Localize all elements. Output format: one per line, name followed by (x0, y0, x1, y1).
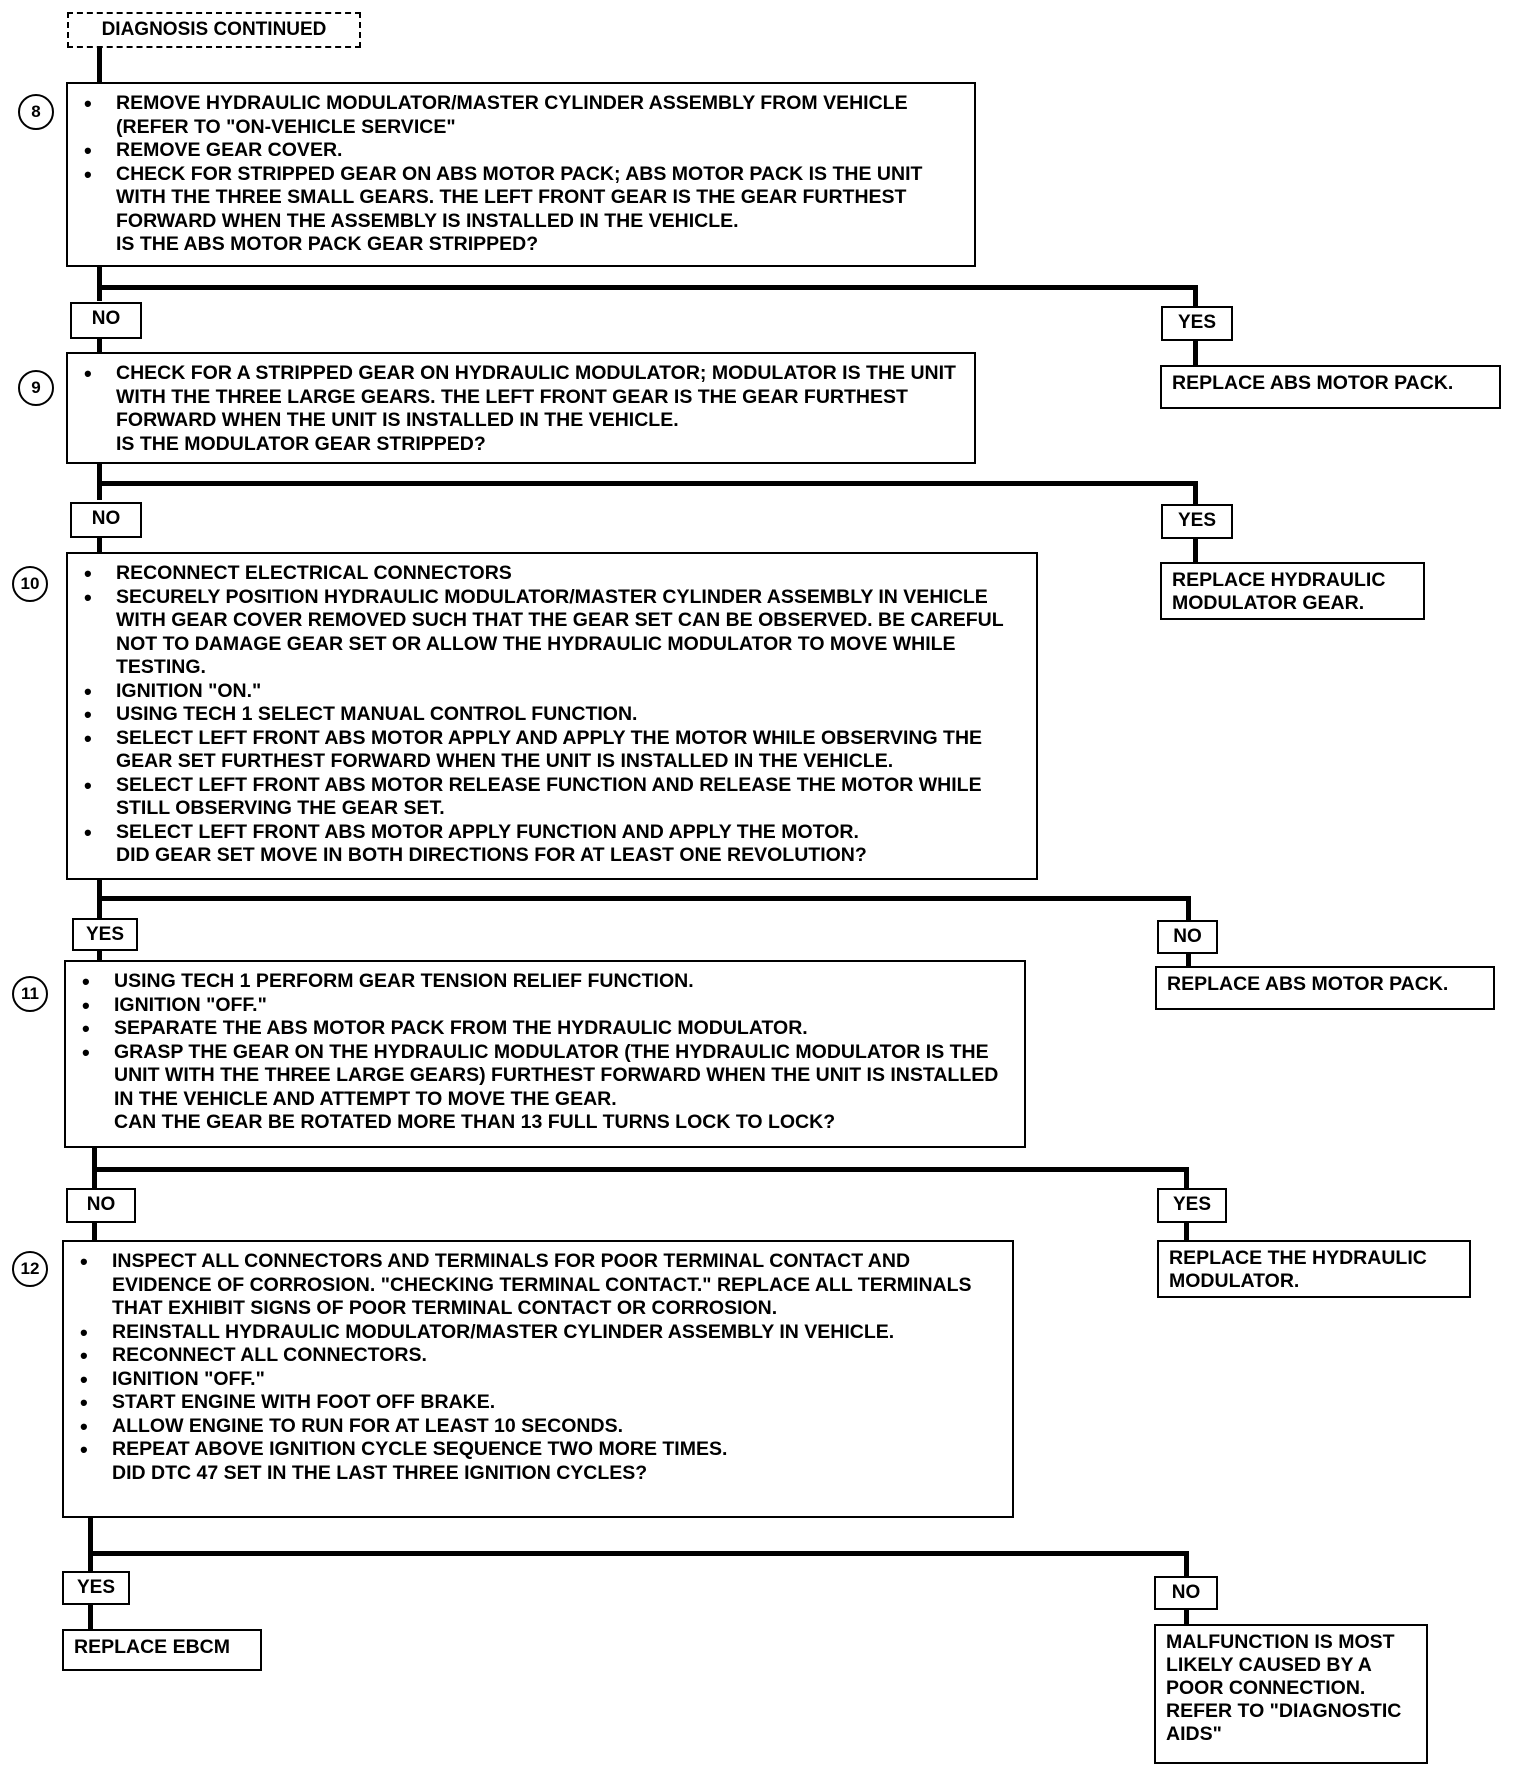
connector (97, 285, 1197, 290)
step-number: 9 (18, 370, 54, 406)
connector (1193, 339, 1198, 365)
yes-label: YES (1161, 306, 1233, 341)
yes-label: YES (72, 918, 138, 951)
connector (88, 1518, 93, 1572)
connector (97, 896, 1190, 901)
result-line: REFER TO "DIAGNOSTIC (1166, 1700, 1402, 1722)
connector (88, 1604, 93, 1630)
step-11-box (64, 960, 1026, 1148)
step-bullet: • REPEAT ABOVE IGNITION CYCLE SEQUENCE TWO MORE TIMES. (78, 1438, 1002, 1462)
step-bullet: • IGNITION "ON." (82, 680, 1026, 704)
no-label: NO (70, 302, 142, 339)
step-number: 12 (12, 1251, 48, 1287)
connector (92, 1167, 1188, 1172)
connector (97, 481, 1197, 486)
result-line: REPLACE ABS MOTOR PACK. (1172, 372, 1454, 394)
result-replace-hydraulic-modulator-gear (1160, 562, 1425, 620)
diagnosis-continued-header: DIAGNOSIS CONTINUED (67, 12, 361, 48)
connector (88, 1551, 1188, 1556)
connector (92, 1222, 97, 1241)
connector (1184, 1222, 1189, 1241)
result-replace-abs-motor-pack (1160, 365, 1501, 409)
result-line: POOR CONNECTION. (1166, 1677, 1366, 1699)
no-label: NO (70, 502, 142, 538)
step-bullet: • SELECT LEFT FRONT ABS MOTOR APPLY AND APPLY THE MOTOR WHILE OBSERVING THE GEAR SET FURTHEST FORWARD WHEN THE UNIT IS INSTALLED IN THE VEHICLE. (82, 727, 1026, 774)
step-question: DID DTC 47 SET IN THE LAST THREE IGNITION CYCLES? (112, 1461, 648, 1484)
step-bullet: • REMOVE GEAR COVER. (82, 139, 964, 163)
step-bullet: • USING TECH 1 PERFORM GEAR TENSION RELIEF FUNCTION. (80, 970, 1014, 994)
step-bullet: • USING TECH 1 SELECT MANUAL CONTROL FUNCTION. (82, 703, 1026, 727)
step-bullet: • IGNITION "OFF." (80, 994, 1014, 1018)
result-line: MODULATOR GEAR. (1172, 592, 1365, 614)
step-bullet: • REINSTALL HYDRAULIC MODULATOR/MASTER CYLINDER ASSEMBLY IN VEHICLE. (78, 1321, 1002, 1345)
connector (97, 267, 102, 301)
result-line: LIKELY CAUSED BY A (1166, 1654, 1372, 1676)
step-bullet: • IGNITION "OFF." (78, 1368, 1002, 1392)
yes-label: YES (1157, 1188, 1227, 1223)
step-bullet: • SELECT LEFT FRONT ABS MOTOR APPLY FUNCTION AND APPLY THE MOTOR. (82, 821, 1026, 845)
no-label: NO (66, 1188, 136, 1223)
connector (97, 537, 102, 553)
step-bullet: • SECURELY POSITION HYDRAULIC MODULATOR/MASTER CYLINDER ASSEMBLY IN VEHICLE WITH GEAR COVER REMOVED SUCH THAT THE GEAR SET CAN BE OBSERVED. BE CAREFUL NOT TO DAMAGE GEAR SET OR ALLOW THE HYDRAULIC MODULATOR TO MOVE WHILE TESTING. (82, 586, 1026, 680)
connector (1184, 1551, 1189, 1577)
step-bullet: • START ENGINE WITH FOOT OFF BRAKE. (78, 1391, 1002, 1415)
step-8-box (66, 82, 976, 267)
result-line: REPLACE EBCM (74, 1636, 231, 1658)
step-question: IS THE ABS MOTOR PACK GEAR STRIPPED? (116, 233, 539, 255)
step-bullet: • ALLOW ENGINE TO RUN FOR AT LEAST 10 SECONDS. (78, 1415, 1002, 1439)
connector (1193, 285, 1198, 307)
step-number: 8 (18, 94, 54, 130)
step-number: 11 (12, 976, 48, 1012)
connector (1184, 1167, 1189, 1188)
result-line: AIDS" (1166, 1723, 1222, 1745)
result-line: MALFUNCTION IS MOST (1166, 1631, 1395, 1653)
step-bullet: • RECONNECT ELECTRICAL CONNECTORS (82, 562, 1026, 586)
step-bullet: • REMOVE HYDRAULIC MODULATOR/MASTER CYLINDER ASSEMBLY FROM VEHICLE (REFER TO "ON-VEHICLE SERVICE" (82, 92, 964, 139)
step-bullet: • SEPARATE THE ABS MOTOR PACK FROM THE HYDRAULIC MODULATOR. (80, 1017, 1014, 1041)
step-number: 10 (12, 566, 48, 602)
result-malfunction-poor-connection (1154, 1624, 1428, 1764)
connector (97, 48, 102, 84)
result-line: MODULATOR. (1169, 1270, 1300, 1292)
connector (1184, 1609, 1189, 1625)
yes-label: YES (62, 1571, 130, 1605)
result-line: REPLACE THE HYDRAULIC (1169, 1247, 1427, 1269)
result-line: REPLACE ABS MOTOR PACK. (1167, 973, 1449, 995)
step-bullet: • RECONNECT ALL CONNECTORS. (78, 1344, 1002, 1368)
step-9-box (66, 352, 976, 464)
step-bullet: • CHECK FOR A STRIPPED GEAR ON HYDRAULIC MODULATOR; MODULATOR IS THE UNIT WITH THE THREE LARGE GEARS. THE LEFT FRONT GEAR IS THE GEAR FURTHEST FORWARD WHEN THE UNIT IS INSTALLED IN THE VEHICLE. (82, 362, 964, 433)
step-10-box (66, 552, 1038, 880)
result-replace-ebcm (62, 1629, 262, 1671)
result-replace-hydraulic-modulator (1157, 1240, 1471, 1298)
connector (1186, 896, 1191, 920)
step-question: CAN THE GEAR BE ROTATED MORE THAN 13 FULL TURNS LOCK TO LOCK? (114, 1111, 836, 1133)
yes-label: YES (1161, 504, 1233, 539)
connector (1193, 537, 1198, 563)
result-line: REPLACE HYDRAULIC (1172, 569, 1386, 591)
step-bullet: • CHECK FOR STRIPPED GEAR ON ABS MOTOR PACK; ABS MOTOR PACK IS THE UNIT WITH THE THREE SMALL GEARS. THE LEFT FRONT GEAR IS THE GEAR FURTHEST FORWARD WHEN THE ASSEMBLY IS INSTALLED IN THE VEHICLE. (82, 163, 964, 234)
no-label: NO (1157, 920, 1218, 954)
step-bullet: • GRASP THE GEAR ON THE HYDRAULIC MODULATOR (THE HYDRAULIC MODULATOR IS THE UNIT WITH THE THREE LARGE GEARS) FURTHEST FORWARD WHEN THE UNIT IS INSTALLED IN THE VEHICLE AND ATTEMPT TO MOVE THE GEAR. (80, 1041, 1014, 1112)
step-bullet: • INSPECT ALL CONNECTORS AND TERMINALS FOR POOR TERMINAL CONTACT AND EVIDENCE OF CORROSION. "CHECKING TERMINAL CONTACT." REPLACE ALL TERMINALS THAT EXHIBIT SIGNS OF POOR TERMINAL CONTACT OR CORROSION. (78, 1250, 1002, 1321)
no-label: NO (1154, 1576, 1218, 1610)
result-replace-abs-motor-pack-2 (1155, 966, 1495, 1010)
step-question: IS THE MODULATOR GEAR STRIPPED? (116, 432, 486, 455)
step-bullet: • SELECT LEFT FRONT ABS MOTOR RELEASE FUNCTION AND RELEASE THE MOTOR WHILE STILL OBSERVING THE GEAR SET. (82, 774, 1026, 821)
step-question: DID GEAR SET MOVE IN BOTH DIRECTIONS FOR AT LEAST ONE REVOLUTION? (116, 844, 867, 866)
step-12-box (62, 1240, 1014, 1518)
connector (97, 339, 102, 353)
connector (1193, 481, 1198, 505)
